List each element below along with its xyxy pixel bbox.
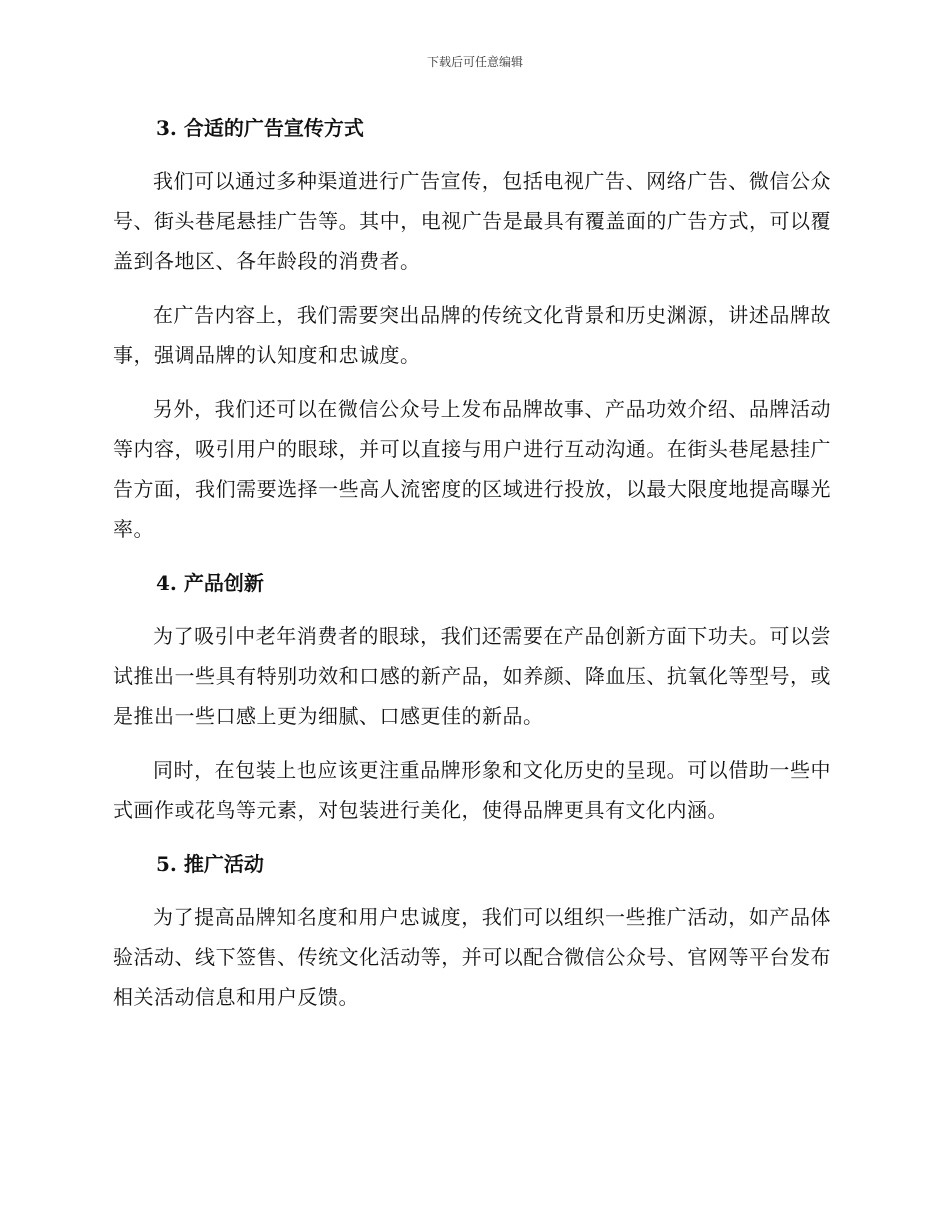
paragraph: 另外，我们还可以在微信公众号上发布品牌故事、产品功效介绍、品牌活动等内容，吸引用户的眼球，并可以直接与用户进行互动沟通。在街头巷尾悬挂广告方面，我们需要选择一些高人流密度的区域进行投放，以最大限度地提高曝光率。 <box>113 397 831 541</box>
paragraph: 为了提高品牌知名度和用户忠诚度，我们可以组织一些推广活动，如产品体验活动、线下签售、传统文化活动等，并可以配合微信公众号、官网等平台发布相关活动信息和用户反馈。 <box>113 905 831 1009</box>
section-heading: 3. 合适的广告宣传方式 <box>156 116 364 140</box>
paragraph: 同时，在包装上也应该更注重品牌形象和文化历史的呈现。可以借助一些中式画作或花鸟等元素，对包装进行美化，使得品牌更具有文化内涵。 <box>113 758 831 822</box>
document-body <box>113 108 831 1031</box>
paragraph: 我们可以通过多种渠道进行广告宣传，包括电视广告、网络广告、微信公众号、街头巷尾悬挂广告等。其中，电视广告是最具有覆盖面的广告方式，可以覆盖到各地区、各年龄段的消费者。 <box>113 169 831 273</box>
page-header: 下载后可任意编辑 <box>426 55 523 69</box>
paragraph: 为了吸引中老年消费者的眼球，我们还需要在产品创新方面下功夫。可以尝试推出一些具有特别功效和口感的新产品，如养颜、降血压、抗氧化等型号，或是推出一些口感上更为细腻、口感更佳的新品。 <box>113 624 831 728</box>
paragraph: 在广告内容上，我们需要突出品牌的传统文化背景和历史渊源，讲述品牌故事，强调品牌的认知度和忠诚度。 <box>113 303 831 367</box>
section-heading: 5. 推广活动 <box>156 852 264 876</box>
section-heading: 4. 产品创新 <box>156 571 264 595</box>
